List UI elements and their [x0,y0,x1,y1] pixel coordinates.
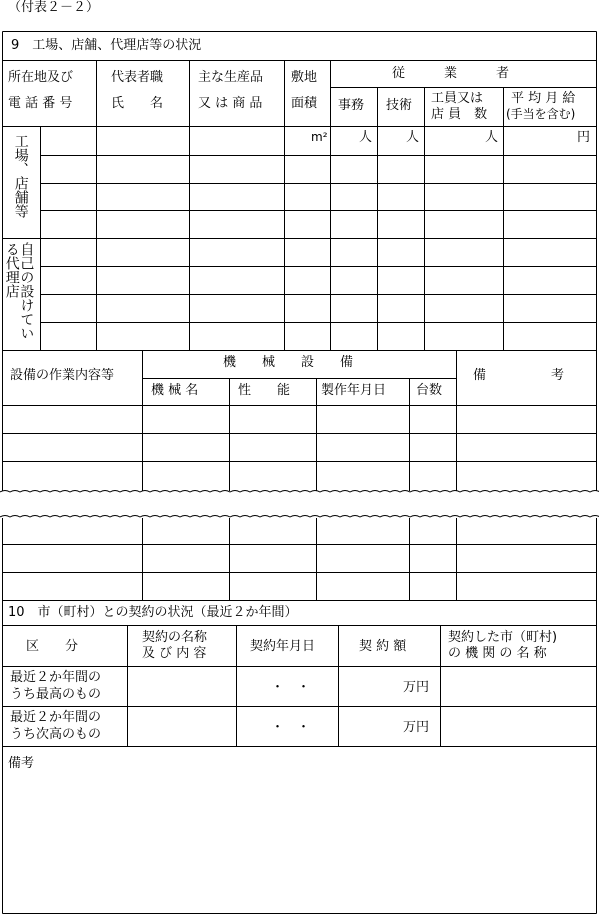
header-agency: 契約した市（町村) [448,630,558,645]
machine-group-header: 機 械 設 備 [223,355,354,370]
header-tech: 技術 [386,98,413,113]
section10-title: 10 市（町村）との契約の状況（最近２か年間） [8,605,298,620]
unit-office: 人 [359,130,373,145]
header-contract-date: 契約年月日 [250,639,316,654]
machine-date-header: 製作年月日 [321,383,387,398]
form-number: （付表２－２） [8,0,100,15]
header-workers: 工員又は [431,91,484,106]
row1-amount-unit: 万円 [403,680,430,695]
equipment-work-label: 設備の作業内容等 [10,368,115,383]
row2-date-dots: ・ ・ [271,720,311,735]
header-area-2: 面積 [291,96,318,111]
header-area: 敷地 [291,70,318,85]
remarks-header: 備 考 [473,368,565,383]
header-product-or: 又 は 商 品 [198,96,263,111]
unit-area: m² [311,130,328,144]
row2-label: 最近２か年間の [10,710,102,725]
row1-label: 最近２か年間の [10,670,102,685]
header-contract-2: 及 び 内 容 [142,646,207,661]
row1-label-2: うち最高のもの [10,687,102,702]
header-phone: 電 話 番 号 [8,96,73,111]
header-rep-title: 代表者職 [111,70,164,85]
row2-amount-unit: 万円 [403,720,430,735]
header-location: 所在地及び [8,70,74,85]
header-salary: 平 均 月 給 [511,91,576,106]
unit-tech: 人 [406,130,420,145]
unit-workers: 人 [485,130,499,145]
header-workers-2: 店 員 数 [431,107,488,122]
group-factory-label: 工場、店舗等 [12,134,29,218]
header-rep-name: 氏 名 [111,96,164,111]
header-category: 区 分 [26,639,79,654]
machine-performance-header: 性 能 [238,383,291,398]
row1-date-dots: ・ ・ [271,680,311,695]
group-agency-label: 自己の設けている代理店 [3,242,35,340]
header-contract: 契約の名称 [142,630,208,645]
row2-label-2: うち次高のもの [10,727,102,742]
header-agency-2: の 機 関 の 名 称 [448,646,547,661]
machine-count-header: 台数 [416,383,443,398]
header-office: 事務 [338,98,365,113]
header-contract-amount: 契 約 額 [359,639,407,654]
machine-name-header: 機 械 名 [151,383,199,398]
section9-title: 9 工場、店舗、代理店等の状況 [11,38,202,53]
header-employees: 従 業 者 [392,66,510,81]
header-product: 主な生産品 [198,70,264,85]
unit-salary: 円 [577,130,591,145]
break-lines [0,491,599,518]
remarks-label: 備考 [8,756,35,771]
header-salary-note: (手当を含む) [506,107,576,121]
